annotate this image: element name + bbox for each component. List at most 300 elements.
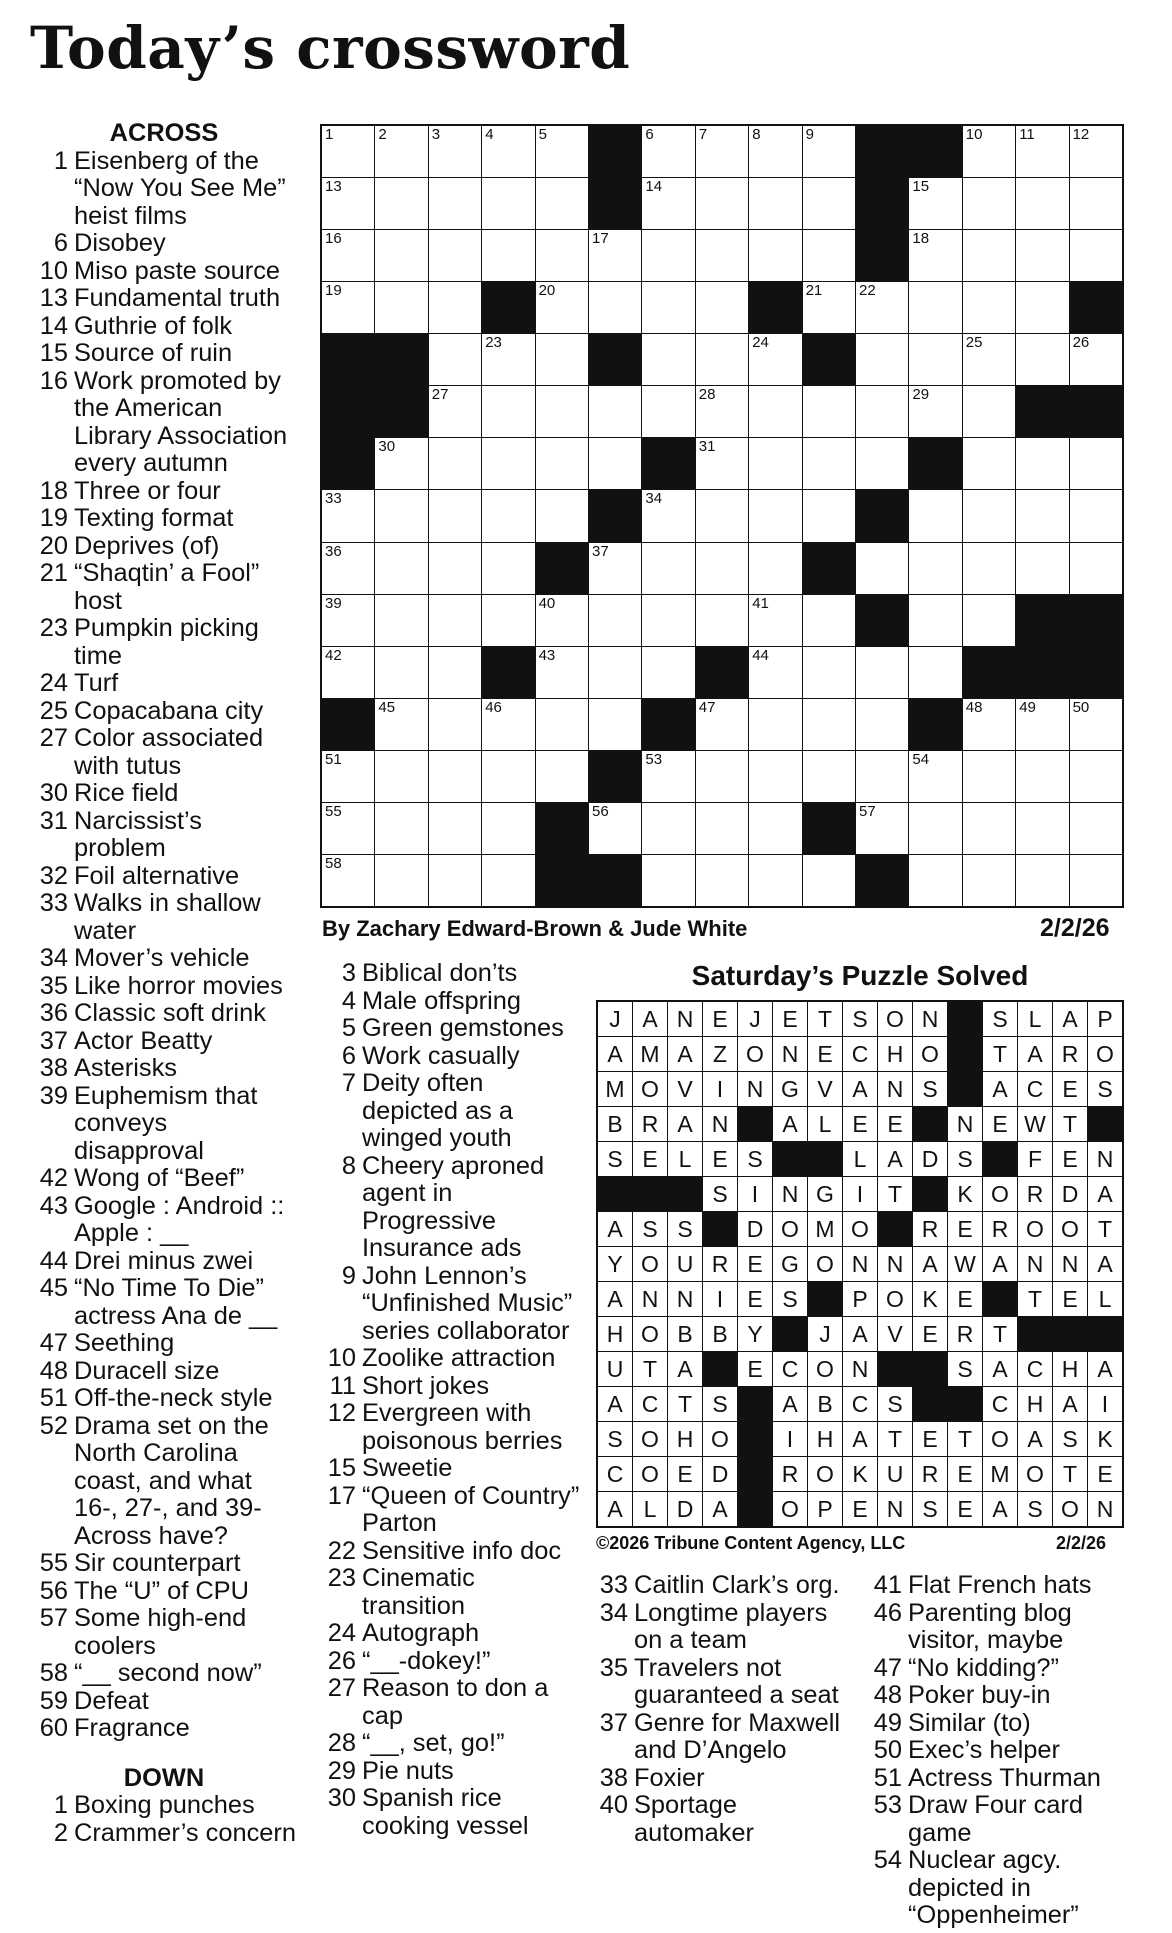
grid-cell[interactable] [696, 595, 748, 646]
grid-cell[interactable] [856, 751, 908, 802]
grid-cell[interactable] [696, 543, 748, 594]
grid-cell[interactable] [1070, 230, 1122, 281]
cell-number: 53 [645, 750, 663, 768]
clue-number: 54 [873, 1846, 902, 1874]
grid-cell[interactable] [963, 855, 1015, 906]
grid-cell[interactable] [1016, 699, 1068, 750]
grid-cell[interactable] [749, 230, 801, 281]
grid-cell[interactable] [749, 126, 801, 177]
clue-number: 25 [39, 696, 68, 725]
grid-cell[interactable] [642, 282, 694, 333]
clue-item [590, 1792, 860, 1847]
clue-number: 17 [327, 1481, 356, 1510]
black-square [738, 1492, 772, 1526]
clue-number: 30 [39, 779, 68, 807]
grid-cell[interactable] [1016, 438, 1068, 489]
grid-cell[interactable] [963, 386, 1015, 437]
grid-cell[interactable] [589, 438, 641, 489]
clue-number: 12 [327, 1399, 356, 1427]
grid-cell[interactable] [696, 803, 748, 854]
clue-number: 35 [39, 971, 68, 1000]
clue-number: 50 [873, 1736, 902, 1764]
solution-cell: E [948, 1457, 982, 1491]
solution-cell: R [1018, 1177, 1052, 1211]
grid-cell[interactable] [589, 647, 641, 698]
grid-cell[interactable] [856, 543, 908, 594]
grid-cell[interactable] [856, 699, 908, 750]
solution-cell: R [913, 1212, 947, 1246]
grid-cell[interactable] [322, 490, 374, 541]
grid-cell[interactable] [642, 543, 694, 594]
grid-cell[interactable] [856, 334, 908, 385]
solution-cell: R [913, 1457, 947, 1491]
solution-cell: S [1018, 1492, 1052, 1526]
solution-cell: G [773, 1072, 807, 1106]
grid-cell[interactable] [909, 490, 961, 541]
grid-cell[interactable] [1016, 751, 1068, 802]
grid-cell[interactable] [749, 699, 801, 750]
grid-cell[interactable] [803, 595, 855, 646]
grid-cell[interactable] [856, 438, 908, 489]
cell-number: 30 [378, 438, 396, 456]
grid-cell[interactable] [642, 855, 694, 906]
cell-number: 55 [325, 802, 342, 820]
solution-cell: T [668, 1387, 702, 1421]
clue-item [30, 615, 298, 670]
solution-cell: W [948, 1247, 982, 1281]
crossword-grid[interactable] [320, 124, 1124, 908]
clue-text: Disobey [74, 229, 166, 257]
solution-cell: U [878, 1457, 912, 1491]
grid-cell[interactable] [482, 230, 534, 281]
clue-item [864, 1737, 1134, 1765]
cell-number: 17 [592, 230, 609, 248]
grid-cell[interactable] [589, 230, 641, 281]
solution-cell: N [668, 1282, 702, 1316]
grid-cell[interactable] [749, 543, 801, 594]
clue-item [864, 1655, 1134, 1683]
grid-cell[interactable] [482, 543, 534, 594]
grid-cell[interactable] [749, 595, 801, 646]
clue-number: 5 [341, 1014, 356, 1042]
black-square [738, 1387, 772, 1421]
grid-cell[interactable] [909, 803, 961, 854]
grid-cell[interactable] [1070, 803, 1122, 854]
clue-number: 14 [39, 311, 68, 340]
grid-cell[interactable] [1070, 699, 1122, 750]
grid-cell[interactable] [1016, 490, 1068, 541]
grid-cell[interactable] [322, 282, 374, 333]
solution-cell: J [808, 1317, 842, 1351]
grid-cell[interactable] [909, 230, 961, 281]
grid-cell[interactable] [322, 751, 374, 802]
grid-cell[interactable] [322, 855, 374, 906]
clue-number: 48 [39, 1356, 68, 1385]
solution-cell: E [773, 1002, 807, 1036]
grid-cell[interactable] [963, 282, 1015, 333]
clue-item [318, 1648, 580, 1676]
grid-cell[interactable] [696, 334, 748, 385]
grid-cell[interactable] [536, 490, 588, 541]
grid-cell[interactable] [429, 334, 481, 385]
solution-cell: E [913, 1422, 947, 1456]
grid-cell[interactable] [1070, 751, 1122, 802]
grid-cell[interactable] [642, 595, 694, 646]
clue-number: 51 [873, 1763, 902, 1792]
grid-cell[interactable] [429, 803, 481, 854]
clue-item [30, 1083, 298, 1166]
clue-item [590, 1765, 860, 1793]
clue-item [30, 1820, 298, 1848]
grid-cell[interactable] [696, 126, 748, 177]
cell-number: 3 [431, 126, 441, 143]
solution-cell: E [703, 1142, 737, 1176]
black-square [589, 126, 641, 177]
grid-cell[interactable] [696, 855, 748, 906]
grid-cell[interactable] [589, 386, 641, 437]
cell-number: 48 [965, 698, 983, 716]
grid-cell[interactable] [429, 126, 481, 177]
grid-cell[interactable] [803, 855, 855, 906]
clue-text: Genre for Maxwell and D’Angelo [634, 1708, 841, 1764]
grid-cell[interactable] [589, 543, 641, 594]
solution-cell: I [703, 1282, 737, 1316]
grid-cell[interactable] [482, 803, 534, 854]
grid-cell[interactable] [482, 699, 534, 750]
grid-cell[interactable] [1070, 126, 1122, 177]
solution-cell: V [878, 1317, 912, 1351]
grid-cell[interactable] [909, 178, 961, 229]
cell-number: 20 [538, 282, 556, 300]
grid-cell[interactable] [429, 490, 481, 541]
grid-cell[interactable] [749, 803, 801, 854]
grid-cell[interactable] [322, 178, 374, 229]
grid-cell[interactable] [429, 438, 481, 489]
grid-cell[interactable] [856, 282, 908, 333]
grid-cell[interactable] [322, 126, 374, 177]
black-square [703, 1352, 737, 1386]
black-square [1088, 1317, 1122, 1351]
grid-cell[interactable] [1070, 438, 1122, 489]
grid-cell[interactable] [749, 178, 801, 229]
cell-number: 5 [538, 126, 547, 143]
grid-cell[interactable] [696, 282, 748, 333]
solution-cell: L [808, 1107, 842, 1141]
grid-cell[interactable] [963, 699, 1015, 750]
grid-cell[interactable] [536, 595, 588, 646]
clue-item [30, 230, 298, 258]
solution-cell: A [598, 1387, 632, 1421]
grid-cell[interactable] [803, 230, 855, 281]
grid-cell[interactable] [322, 803, 374, 854]
puzzle-date: 2/2/26 [1040, 914, 1110, 942]
grid-cell[interactable] [642, 230, 694, 281]
grid-cell[interactable] [1016, 178, 1068, 229]
cell-number: 27 [431, 386, 449, 404]
grid-cell[interactable] [1070, 334, 1122, 385]
grid-cell[interactable] [909, 282, 961, 333]
clue-item [30, 1193, 298, 1248]
grid-cell[interactable] [375, 595, 427, 646]
grid-cell[interactable] [536, 699, 588, 750]
grid-cell[interactable] [963, 595, 1015, 646]
grid-cell[interactable] [482, 334, 534, 385]
grid-cell[interactable] [1016, 230, 1068, 281]
grid-cell[interactable] [803, 647, 855, 698]
grid-cell[interactable] [909, 334, 961, 385]
clue-text: Travelers not guaranteed a seat [634, 1653, 839, 1709]
grid-cell[interactable] [429, 855, 481, 906]
grid-cell[interactable] [1016, 543, 1068, 594]
grid-cell[interactable] [589, 595, 641, 646]
down-header: DOWN [123, 1763, 205, 1792]
solution-cell: S [598, 1142, 632, 1176]
grid-cell[interactable] [803, 282, 855, 333]
grid-cell[interactable] [642, 386, 694, 437]
solution-cell: S [703, 1387, 737, 1421]
grid-cell[interactable] [1016, 126, 1068, 177]
grid-cell[interactable] [909, 595, 961, 646]
solution-cell: E [633, 1142, 667, 1176]
grid-cell[interactable] [536, 178, 588, 229]
grid-cell[interactable] [696, 751, 748, 802]
grid-cell[interactable] [909, 751, 961, 802]
grid-cell[interactable] [963, 126, 1015, 177]
grid-cell[interactable] [482, 490, 534, 541]
grid-cell[interactable] [429, 282, 481, 333]
grid-cell[interactable] [375, 126, 427, 177]
grid-cell[interactable] [536, 751, 588, 802]
solution-cell: E [1053, 1282, 1087, 1316]
solution-cell: C [598, 1457, 632, 1491]
clue-item [318, 1015, 580, 1043]
solution-cell: T [878, 1422, 912, 1456]
grid-cell[interactable] [482, 438, 534, 489]
clue-item [318, 1483, 580, 1538]
solution-cell: E [948, 1492, 982, 1526]
grid-cell[interactable] [749, 386, 801, 437]
grid-cell[interactable] [1016, 803, 1068, 854]
solution-cell: I [1088, 1387, 1122, 1421]
grid-cell[interactable] [482, 386, 534, 437]
grid-cell[interactable] [856, 386, 908, 437]
grid-cell[interactable] [963, 543, 1015, 594]
clue-column-1 [30, 120, 298, 1847]
grid-cell[interactable] [375, 803, 427, 854]
grid-cell[interactable] [696, 699, 748, 750]
black-square [703, 1212, 737, 1246]
grid-cell[interactable] [642, 647, 694, 698]
grid-cell[interactable] [642, 751, 694, 802]
grid-cell[interactable] [803, 126, 855, 177]
grid-cell[interactable] [1070, 178, 1122, 229]
black-square [482, 282, 534, 333]
grid-cell[interactable] [803, 751, 855, 802]
down-clue-list-3 [590, 1572, 860, 1847]
grid-cell[interactable] [963, 334, 1015, 385]
grid-cell[interactable] [963, 230, 1015, 281]
grid-cell[interactable] [803, 699, 855, 750]
grid-cell[interactable] [375, 647, 427, 698]
grid-cell[interactable] [856, 803, 908, 854]
grid-cell[interactable] [482, 751, 534, 802]
grid-cell[interactable] [429, 386, 481, 437]
solution-cell: W [1018, 1107, 1052, 1141]
grid-cell[interactable] [696, 230, 748, 281]
clue-item [318, 1675, 580, 1730]
grid-cell[interactable] [375, 855, 427, 906]
clue-item [864, 1710, 1134, 1738]
clue-item [590, 1600, 860, 1655]
clue-text: Fragrance [74, 1714, 190, 1742]
grid-cell[interactable] [696, 386, 748, 437]
grid-cell[interactable] [322, 543, 374, 594]
clue-text: Defeat [74, 1686, 149, 1715]
solution-cell: E [913, 1317, 947, 1351]
grid-cell[interactable] [429, 699, 481, 750]
grid-cell[interactable] [536, 126, 588, 177]
solution-cell: T [878, 1177, 912, 1211]
black-square [878, 1212, 912, 1246]
grid-cell[interactable] [963, 438, 1015, 489]
grid-cell[interactable] [1070, 855, 1122, 906]
grid-cell[interactable] [375, 699, 427, 750]
grid-cell[interactable] [856, 647, 908, 698]
solution-cell: E [738, 1247, 772, 1281]
grid-cell[interactable] [909, 386, 961, 437]
grid-cell[interactable] [803, 386, 855, 437]
grid-cell[interactable] [749, 438, 801, 489]
grid-cell[interactable] [803, 438, 855, 489]
grid-cell[interactable] [322, 647, 374, 698]
grid-cell[interactable] [536, 230, 588, 281]
grid-cell[interactable] [803, 490, 855, 541]
clue-number: 51 [39, 1384, 68, 1412]
solution-cell: O [773, 1492, 807, 1526]
grid-cell[interactable] [803, 178, 855, 229]
grid-cell[interactable] [1016, 855, 1068, 906]
grid-cell[interactable] [375, 438, 427, 489]
grid-cell[interactable] [696, 490, 748, 541]
cell-number: 6 [645, 126, 654, 143]
solution-cell: R [633, 1107, 667, 1141]
grid-cell[interactable] [429, 230, 481, 281]
grid-cell[interactable] [1070, 543, 1122, 594]
clue-text: Work promoted by the American Library Association every autumn [74, 366, 288, 477]
grid-cell[interactable] [429, 647, 481, 698]
grid-cell[interactable] [642, 803, 694, 854]
grid-cell[interactable] [963, 490, 1015, 541]
solution-cell: Y [738, 1317, 772, 1351]
black-square [749, 282, 801, 333]
grid-cell[interactable] [589, 282, 641, 333]
clue-item [318, 1153, 580, 1263]
clue-number: 33 [39, 889, 68, 917]
grid-cell[interactable] [749, 647, 801, 698]
solution-cell: S [668, 1212, 702, 1246]
grid-cell[interactable] [536, 438, 588, 489]
grid-cell[interactable] [536, 334, 588, 385]
grid-cell[interactable] [963, 803, 1015, 854]
solution-cell: N [773, 1037, 807, 1071]
grid-cell[interactable] [1070, 490, 1122, 541]
black-square [642, 438, 694, 489]
black-square [803, 334, 855, 385]
grid-cell[interactable] [322, 595, 374, 646]
solution-cell: N [773, 1177, 807, 1211]
clue-number: 10 [39, 256, 68, 285]
grid-cell[interactable] [1016, 334, 1068, 385]
grid-cell[interactable] [1016, 282, 1068, 333]
grid-cell[interactable] [429, 595, 481, 646]
clue-number: 1 [53, 146, 68, 175]
grid-cell[interactable] [749, 334, 801, 385]
grid-cell[interactable] [749, 490, 801, 541]
grid-cell[interactable] [429, 543, 481, 594]
grid-cell[interactable] [322, 230, 374, 281]
grid-cell[interactable] [429, 178, 481, 229]
grid-cell[interactable] [482, 855, 534, 906]
clue-number: 16 [39, 366, 68, 395]
solution-cell: N [1088, 1492, 1122, 1526]
grid-cell[interactable] [429, 751, 481, 802]
grid-cell[interactable] [642, 334, 694, 385]
grid-cell[interactable] [749, 855, 801, 906]
grid-cell[interactable] [536, 386, 588, 437]
grid-cell[interactable] [696, 178, 748, 229]
grid-cell[interactable] [642, 126, 694, 177]
grid-cell[interactable] [642, 490, 694, 541]
cell-number: 37 [592, 542, 609, 560]
clue-item [30, 1055, 298, 1083]
grid-cell[interactable] [909, 543, 961, 594]
clue-text: Pumpkin picking time [74, 614, 259, 670]
grid-cell[interactable] [963, 751, 1015, 802]
grid-cell[interactable] [482, 595, 534, 646]
grid-cell[interactable] [749, 751, 801, 802]
solution-cell: K [843, 1457, 877, 1491]
grid-cell[interactable] [375, 230, 427, 281]
solution-cell: A [668, 1037, 702, 1071]
grid-cell[interactable] [375, 282, 427, 333]
solution-cell: O [808, 1247, 842, 1281]
grid-cell[interactable] [909, 855, 961, 906]
grid-cell[interactable] [375, 543, 427, 594]
grid-cell[interactable] [536, 282, 588, 333]
grid-cell[interactable] [375, 751, 427, 802]
grid-cell[interactable] [589, 699, 641, 750]
grid-cell[interactable] [589, 803, 641, 854]
grid-cell[interactable] [375, 490, 427, 541]
grid-cell[interactable] [642, 178, 694, 229]
solution-cell: E [843, 1492, 877, 1526]
grid-cell[interactable] [482, 178, 534, 229]
cell-number: 1 [325, 126, 334, 143]
grid-cell[interactable] [482, 126, 534, 177]
clue-item [30, 808, 298, 863]
solution-cell: N [1018, 1247, 1052, 1281]
grid-cell[interactable] [536, 647, 588, 698]
clue-item [30, 1578, 298, 1606]
black-square [983, 1282, 1017, 1316]
grid-cell[interactable] [696, 438, 748, 489]
clue-text: Work casually [362, 1041, 520, 1070]
clue-text: Longtime players on a team [634, 1598, 828, 1654]
cell-number: 58 [325, 854, 342, 872]
grid-cell[interactable] [963, 178, 1015, 229]
grid-cell[interactable] [909, 647, 961, 698]
grid-cell[interactable] [375, 178, 427, 229]
